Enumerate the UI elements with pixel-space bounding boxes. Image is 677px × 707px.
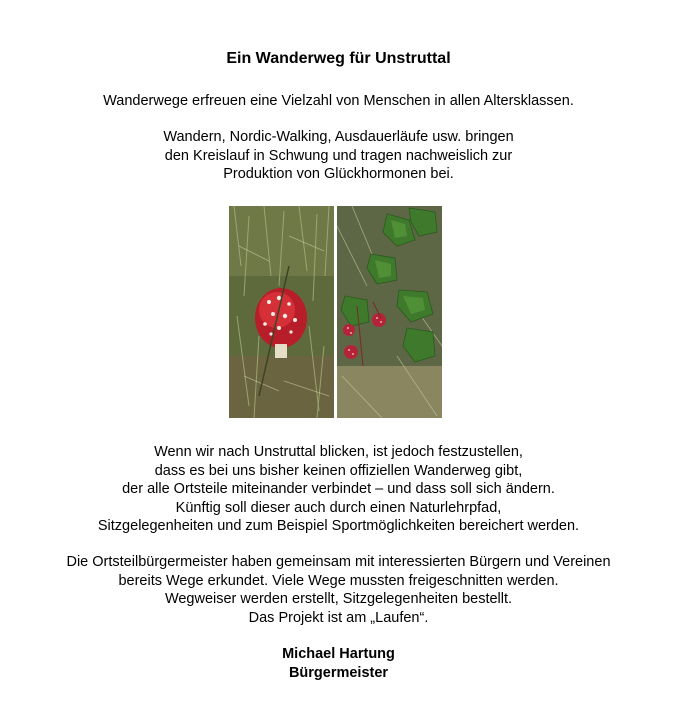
text-line: dass es bei uns bisher keinen offiziellen Wanderweg gibt, bbox=[154, 462, 523, 479]
text-line: Künftig soll dieser auch durch einen Naturlehrpfad, bbox=[175, 499, 502, 516]
text-line: Wanderwege erfreuen eine Vielzahl von Menschen in allen Altersklassen. bbox=[103, 93, 574, 109]
signature-name: Michael Hartung bbox=[282, 646, 395, 662]
text-line: Wandern, Nordic-Walking, Ausdauerläufe usw. bringen bbox=[163, 129, 514, 145]
text-line: der alle Ortsteile miteinander verbindet – und dass soll sich ändern. bbox=[122, 481, 555, 498]
text-line: Das Projekt ist am „Laufen“. bbox=[248, 609, 429, 626]
document-title: Ein Wanderweg für Unstruttal bbox=[226, 50, 451, 67]
intro-paragraph bbox=[0, 92, 677, 111]
mushroom-photo bbox=[229, 206, 334, 418]
strawberry-photo bbox=[337, 206, 442, 418]
text-line: Sitzgelegenheiten und zum Beispiel Sportmöglichkeiten bereichert werden. bbox=[97, 518, 580, 535]
benefits-paragraph bbox=[0, 128, 677, 184]
situation-paragraph bbox=[0, 443, 677, 536]
text-line: Produktion von Glückhormonen bei. bbox=[223, 166, 454, 183]
text-line: bereits Wege erkundet. Viele Wege mussten freigeschnitten werden. bbox=[118, 572, 559, 589]
progress-paragraph bbox=[0, 553, 677, 627]
text-line: Wegweiser werden erstellt, Sitzgelegenheiten bestellt. bbox=[164, 591, 513, 608]
signature-block bbox=[0, 645, 677, 682]
text-line: den Kreislauf in Schwung und tragen nachweislich zur bbox=[164, 147, 513, 164]
text-line: Wenn wir nach Unstruttal blicken, ist jedoch festzustellen, bbox=[154, 444, 523, 460]
text-line: Die Ortsteilbürgermeister haben gemeinsam mit interessierten Bürgern und Vereinen bbox=[66, 554, 611, 570]
signature-role: Bürgermeister bbox=[288, 664, 389, 681]
